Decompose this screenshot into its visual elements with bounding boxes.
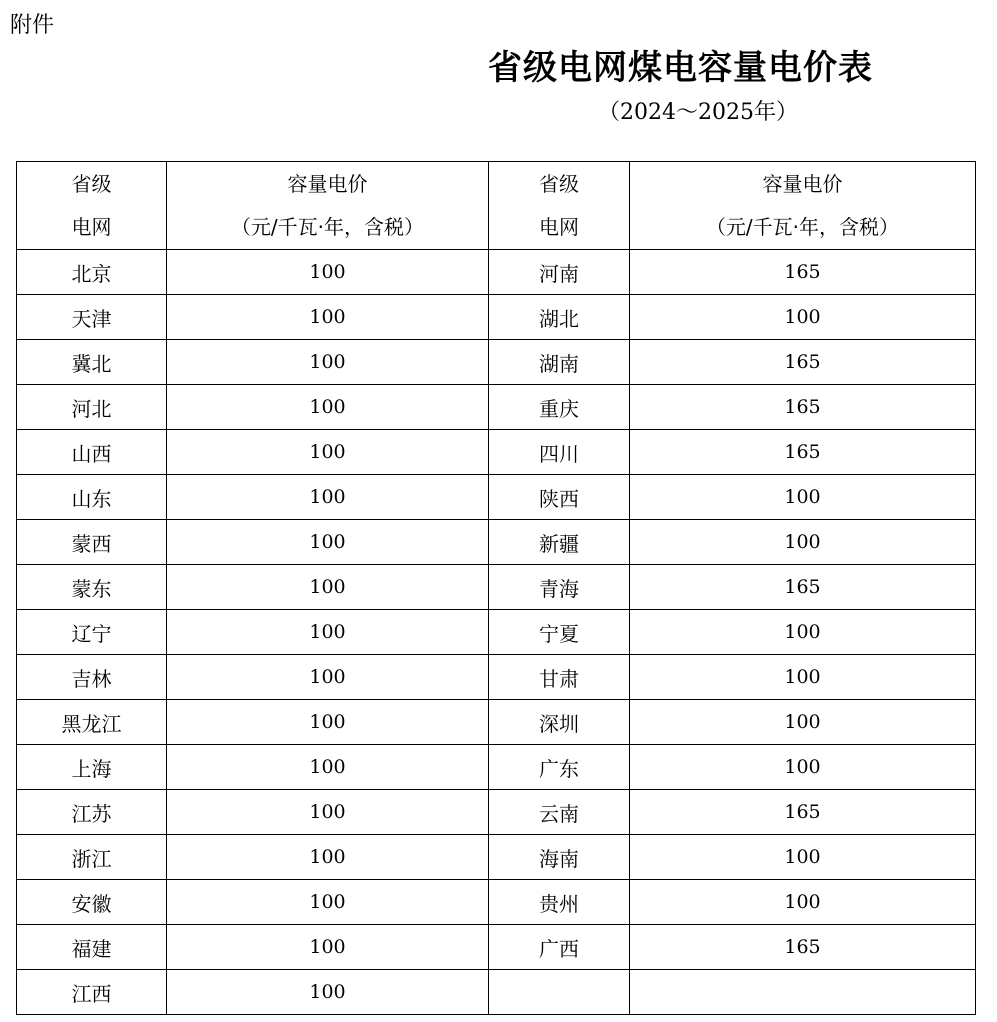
- header-grid-line2: 电网: [71, 214, 112, 239]
- capacity-price-table: [16, 161, 976, 1015]
- grid-name-cell: 深圳: [489, 700, 630, 745]
- grid-name-cell: 安徽: [17, 880, 167, 925]
- price-value-cell: 100: [167, 430, 489, 475]
- price-value-cell: 100: [167, 700, 489, 745]
- grid-name-cell: 贵州: [489, 880, 630, 925]
- price-value-cell: 100: [630, 610, 976, 655]
- grid-name-cell: 河北: [17, 385, 167, 430]
- table-row: [17, 385, 976, 430]
- header-grid-right: [489, 162, 630, 250]
- grid-name-cell: 江苏: [17, 790, 167, 835]
- grid-name-cell: 新疆: [489, 520, 630, 565]
- grid-name-cell: 蒙西: [17, 520, 167, 565]
- price-value-cell: 100: [630, 295, 976, 340]
- grid-name-cell: 宁夏: [489, 610, 630, 655]
- price-value-cell: 100: [167, 790, 489, 835]
- grid-name-cell: 天津: [17, 295, 167, 340]
- grid-name-cell: 浙江: [17, 835, 167, 880]
- header-price-line1: 容量电价: [287, 171, 368, 196]
- table-row: [17, 610, 976, 655]
- grid-name-cell: 山西: [17, 430, 167, 475]
- price-value-cell: 100: [167, 475, 489, 520]
- price-value-cell: 165: [630, 385, 976, 430]
- table-body: [17, 250, 976, 1015]
- document-title: 省级电网煤电容量电价表: [488, 48, 873, 88]
- grid-name-cell: 海南: [489, 835, 630, 880]
- table-row: [17, 340, 976, 385]
- price-value-cell: 165: [630, 565, 976, 610]
- price-value-cell: 100: [167, 565, 489, 610]
- grid-name-cell: 江西: [17, 970, 167, 1015]
- price-value-cell: 165: [630, 340, 976, 385]
- table-row: [17, 970, 976, 1015]
- table-row: [17, 250, 976, 295]
- header-grid-line1: 省级: [539, 171, 579, 196]
- price-value-cell: 100: [630, 835, 976, 880]
- price-value-cell: 100: [167, 340, 489, 385]
- price-value-cell: 100: [167, 520, 489, 565]
- price-value-cell: 100: [167, 295, 489, 340]
- table-row: [17, 565, 976, 610]
- grid-name-cell: [489, 970, 630, 1015]
- price-value-cell: 100: [167, 655, 489, 700]
- table-row: [17, 475, 976, 520]
- header-price-line2: （元/千瓦·年，含税）: [230, 214, 425, 239]
- grid-name-cell: 蒙东: [17, 565, 167, 610]
- table-row: [17, 700, 976, 745]
- table-row: [17, 880, 976, 925]
- header-price-left: [167, 162, 489, 250]
- price-value-cell: 100: [630, 475, 976, 520]
- header-price-line2: （元/千瓦·年，含税）: [705, 214, 900, 239]
- table-row: [17, 925, 976, 970]
- table-row: [17, 655, 976, 700]
- table-row: [17, 295, 976, 340]
- grid-name-cell: 黑龙江: [17, 700, 167, 745]
- grid-name-cell: 湖北: [489, 295, 630, 340]
- price-value-cell: 100: [167, 835, 489, 880]
- grid-name-cell: 吉林: [17, 655, 167, 700]
- price-value-cell: 165: [630, 925, 976, 970]
- grid-name-cell: 福建: [17, 925, 167, 970]
- table-row: [17, 745, 976, 790]
- price-value-cell: 100: [167, 385, 489, 430]
- grid-name-cell: 青海: [489, 565, 630, 610]
- grid-name-cell: 重庆: [489, 385, 630, 430]
- table-row: [17, 835, 976, 880]
- grid-name-cell: 河南: [489, 250, 630, 295]
- header-grid-line1: 省级: [71, 171, 112, 196]
- header-grid-left: [17, 162, 167, 250]
- price-value-cell: 100: [630, 655, 976, 700]
- table-row: [17, 520, 976, 565]
- price-value-cell: 100: [630, 745, 976, 790]
- grid-name-cell: 甘肃: [489, 655, 630, 700]
- price-value-cell: 165: [630, 790, 976, 835]
- grid-name-cell: 辽宁: [17, 610, 167, 655]
- header-grid-line2: 电网: [539, 214, 579, 239]
- price-value-cell: 100: [167, 925, 489, 970]
- price-value-cell: 100: [167, 610, 489, 655]
- grid-name-cell: 北京: [17, 250, 167, 295]
- price-value-cell: 100: [630, 700, 976, 745]
- table-row: [17, 790, 976, 835]
- price-value-cell: 100: [630, 880, 976, 925]
- grid-name-cell: 冀北: [17, 340, 167, 385]
- attachment-label: 附件: [10, 13, 55, 38]
- grid-name-cell: 上海: [17, 745, 167, 790]
- table-row: [17, 430, 976, 475]
- document-subtitle: （2024～2025年）: [598, 100, 798, 125]
- grid-name-cell: 陕西: [489, 475, 630, 520]
- price-value-cell: 100: [167, 250, 489, 295]
- price-value-cell: 165: [630, 250, 976, 295]
- grid-name-cell: 云南: [489, 790, 630, 835]
- grid-name-cell: 四川: [489, 430, 630, 475]
- table-header-row: [17, 162, 976, 250]
- grid-name-cell: 山东: [17, 475, 167, 520]
- price-value-cell: 100: [630, 520, 976, 565]
- grid-name-cell: 湖南: [489, 340, 630, 385]
- grid-name-cell: 广西: [489, 925, 630, 970]
- price-value-cell: 165: [630, 430, 976, 475]
- price-value-cell: 100: [167, 880, 489, 925]
- price-value-cell: [630, 970, 976, 1015]
- header-price-line1: 容量电价: [762, 171, 843, 196]
- grid-name-cell: 广东: [489, 745, 630, 790]
- price-value-cell: 100: [167, 970, 489, 1015]
- price-value-cell: 100: [167, 745, 489, 790]
- header-price-right: [630, 162, 976, 250]
